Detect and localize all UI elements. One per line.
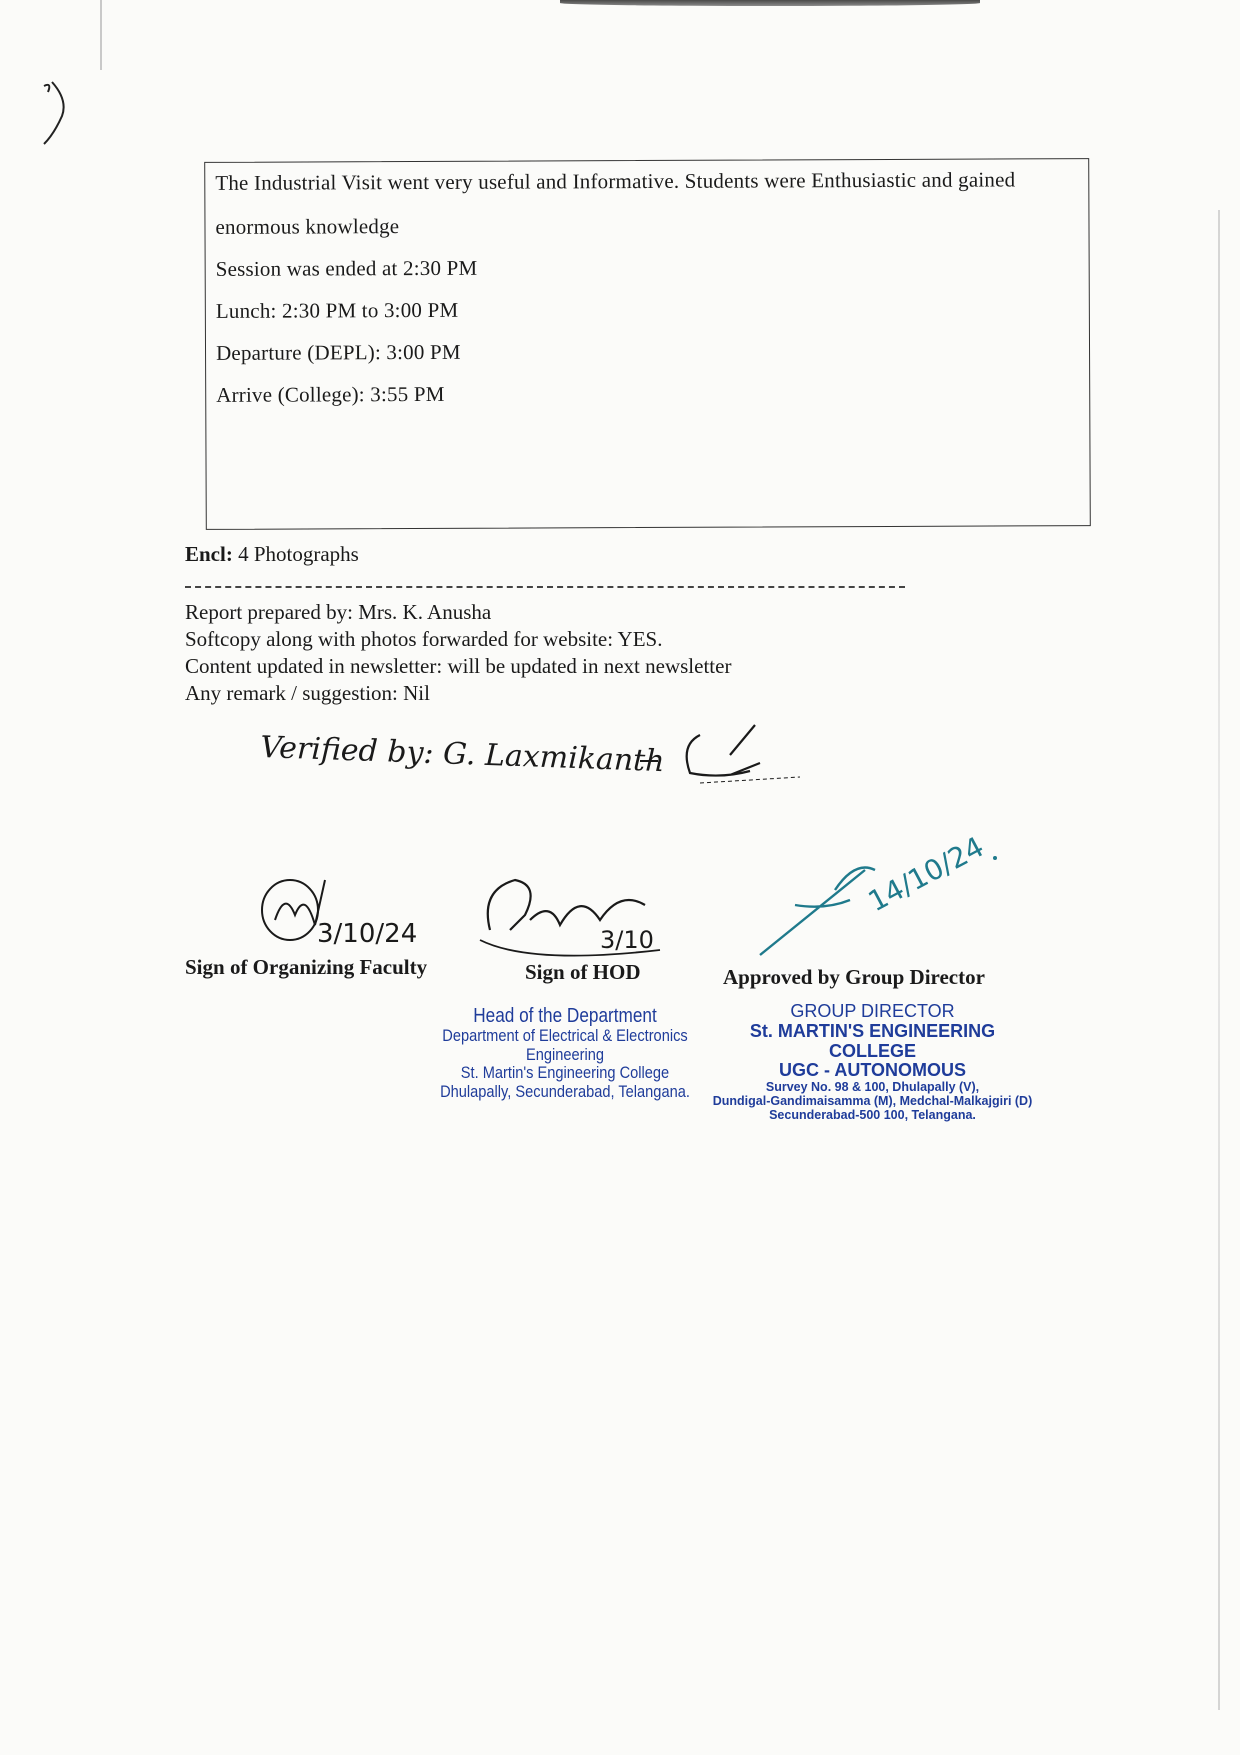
dashed-divider	[185, 586, 905, 588]
hod-stamp	[427, 1005, 702, 1102]
enclosure-line	[185, 542, 359, 567]
verified-by-handwriting	[260, 715, 820, 790]
notes-line-session-end: Session was ended at 2:30 PM	[215, 255, 478, 281]
report-remark: Any remark / suggestion: Nil	[185, 681, 430, 705]
gd-stamp-title: GROUP DIRECTOR	[790, 1001, 955, 1021]
report-newsletter: Content updated in newsletter: will be updated in next newsletter	[185, 654, 732, 678]
corner-pen-mark	[38, 78, 78, 148]
gd-stamp-mandal: Dundigal-Gandimaisamma (M), Medchal-Malkajgiri (D)	[712, 1093, 1033, 1108]
notes-line-2: enormous knowledge	[215, 214, 400, 239]
notes-line-departure: Departure (DEPL): 3:00 PM	[215, 339, 461, 365]
enclosure-label: Encl:	[185, 542, 233, 566]
director-approval-label: Approved by Group Director	[723, 965, 985, 989]
hod-stamp-department: Department of Electrical & Electronics Engineering	[442, 1026, 688, 1064]
verified-by-text: Verified by: G. Laxmikanth	[260, 730, 666, 780]
notes-line-lunch: Lunch: 2:30 PM to 3:00 PM	[215, 297, 459, 323]
group-director-stamp	[705, 1002, 1040, 1122]
hod-sign-label: Sign of HOD	[525, 960, 641, 984]
director-date: 14/10/24	[862, 830, 990, 919]
hod-stamp-address: Dhulapally, Secunderabad, Telangana.	[440, 1082, 690, 1102]
enclosure-value: 4 Photographs	[238, 542, 359, 566]
gd-stamp-college: St. MARTIN'S ENGINEERING COLLEGE	[749, 1020, 996, 1061]
gd-stamp-city: Secunderabad-500 100, Telangana.	[769, 1107, 976, 1122]
scan-left-edge	[100, 0, 102, 70]
report-prepared-by: Report prepared by: Mrs. K. Anusha	[185, 600, 492, 624]
gd-stamp-survey: Survey No. 98 & 100, Dhulapally (V),	[765, 1080, 980, 1095]
scan-top-shadow	[560, 0, 980, 6]
hod-signature	[470, 870, 670, 965]
faculty-signature	[255, 870, 445, 950]
visit-notes-box	[204, 158, 1091, 530]
notes-line-1: The Industrial Visit went very useful and Informative. Students were Enthusiastic and gained	[215, 167, 1016, 195]
hod-date: 3/10	[600, 926, 654, 954]
hod-stamp-college: St. Martin's Engineering College	[460, 1063, 670, 1083]
scan-right-edge	[1218, 210, 1220, 1710]
notes-line-arrival: Arrive (College): 3:55 PM	[216, 381, 445, 407]
faculty-sign-label: Sign of Organizing Faculty	[185, 955, 428, 979]
gd-stamp-status: UGC - AUTONOMOUS	[779, 1060, 966, 1081]
report-softcopy: Softcopy along with photos forwarded for website: YES.	[185, 627, 663, 651]
faculty-date: 3/10/24	[317, 919, 418, 949]
director-signature	[755, 820, 1005, 960]
hod-stamp-title: Head of the Department	[473, 1005, 657, 1027]
